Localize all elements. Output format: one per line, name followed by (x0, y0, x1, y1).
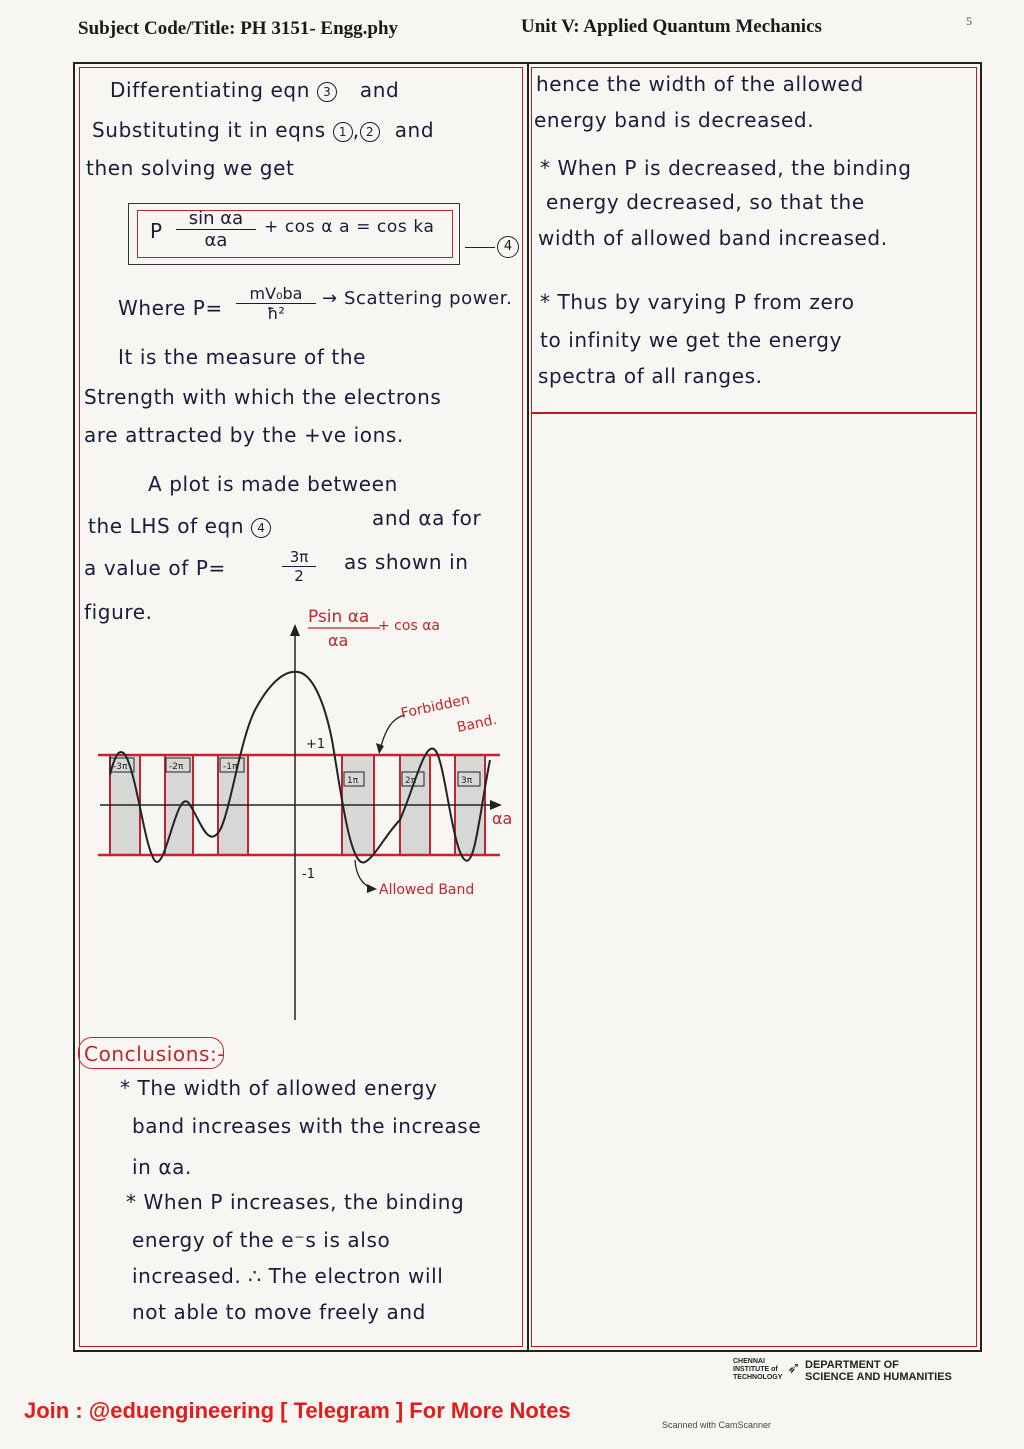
measure-line-3: are attracted by the +ve ions. (84, 423, 404, 447)
band-structure-figure (80, 600, 520, 1030)
scattering-note: → Scattering power. (322, 288, 513, 309)
plot-line-2: the LHS of eqn 4 (88, 514, 271, 538)
equation-number: 4 (497, 236, 519, 258)
plot-line-1: A plot is made between (148, 472, 398, 496)
eq-fraction: $\frac{\text{sin αa}}{\alpha a}$ (176, 208, 256, 251)
logo-text: CHENNAI INSTITUTE of TECHNOLOGY (733, 1358, 783, 1381)
department-name: DEPARTMENT OF SCIENCE AND HUMANITIES (805, 1359, 952, 1383)
tick-neg3pi: -3π (113, 762, 128, 772)
eq-rest: + cos α a = cos ka (264, 217, 435, 237)
telegram-join-banner: Join : @eduengineering [ Telegram ] For More Notes (24, 1398, 571, 1423)
plot-line-3: a value of P= (84, 556, 226, 580)
right-line-8: spectra of all ranges. (538, 364, 763, 388)
plus-one-label: +1 (306, 737, 326, 752)
tick-neg2pi: -2π (169, 762, 184, 772)
conclusion-line-3: in αa. (132, 1155, 192, 1179)
right-column-margin (531, 67, 977, 1347)
page-header (0, 14, 1024, 48)
intro-line-3: then solving we get (86, 156, 295, 180)
p-value-fraction: $\frac{3\pi}{2}$ (282, 548, 316, 585)
right-line-2: energy band is decreased. (534, 108, 815, 132)
plot-line-3b: as shown in (344, 550, 469, 574)
y-label-rest: + cos αa (378, 618, 440, 634)
tick-neg1pi: -1π (223, 762, 238, 772)
measure-line-2: Strength with which the electrons (84, 385, 442, 409)
right-line-6: * Thus by varying P from zero (540, 290, 855, 314)
y-label-den: αa (328, 631, 349, 650)
right-line-3: * When P is decreased, the binding (540, 156, 912, 180)
right-line-5: width of allowed band increased. (538, 226, 888, 250)
measure-line-1: It is the measure of the (118, 345, 367, 369)
institute-logo (733, 1356, 973, 1386)
right-line-7: to infinity we get the energy (540, 328, 843, 352)
conclusion-line-2: band increases with the increase (132, 1114, 482, 1138)
tick-3pi: 3π (461, 776, 473, 786)
eq-leader (465, 247, 495, 248)
intro-line-2: Substituting it in eqns 1 , 2 and (92, 118, 435, 142)
right-column-divider (531, 412, 977, 414)
page-mark: 5 (966, 14, 972, 28)
minus-one-label: -1 (302, 867, 315, 882)
conclusion-line-1: * The width of allowed energy (120, 1076, 438, 1100)
right-line-1: hence the width of the allowed (536, 72, 864, 96)
where-fraction: $\frac{\text{mV₀ba}}{\text{ħ²}}$ (236, 284, 316, 323)
subject-title: Subject Code/Title: PH 3151- Engg.phy (78, 18, 399, 39)
right-line-4: energy decreased, so that the (546, 190, 865, 214)
conclusion-line-6: increased. ∴ The electron will (132, 1264, 444, 1288)
camscanner-watermark: Scanned with CamScanner (662, 1420, 772, 1430)
intro-line-1: Differentiating eqn 3 and (110, 78, 400, 102)
logo-bird-icon: ➶ (787, 1358, 801, 1377)
forbidden-label-2: Band. (455, 711, 499, 736)
where-label: Where P= (118, 296, 223, 320)
x-axis-label: αa (492, 809, 513, 828)
plot-line-4: figure. (84, 600, 153, 624)
conclusion-line-4: * When P increases, the binding (126, 1190, 465, 1214)
y-axis-arrow (290, 624, 300, 636)
tick-2pi: 2π (405, 776, 417, 786)
forbidden-label-1: Forbidden (399, 691, 472, 722)
allowed-label: Allowed Band (379, 882, 475, 898)
conclusions-title: Conclusions:- (84, 1042, 226, 1066)
unit-title: Unit V: Applied Quantum Mechanics (521, 16, 822, 37)
conclusion-line-7: not able to move freely and (132, 1300, 426, 1324)
conclusion-line-5: energy of the e⁻s is also (132, 1228, 391, 1252)
y-label-num: Psin αa (308, 607, 370, 627)
tick-1pi: 1π (347, 776, 359, 786)
plot-line-2b: and αa for (372, 506, 482, 530)
eq-p: P (150, 219, 163, 243)
